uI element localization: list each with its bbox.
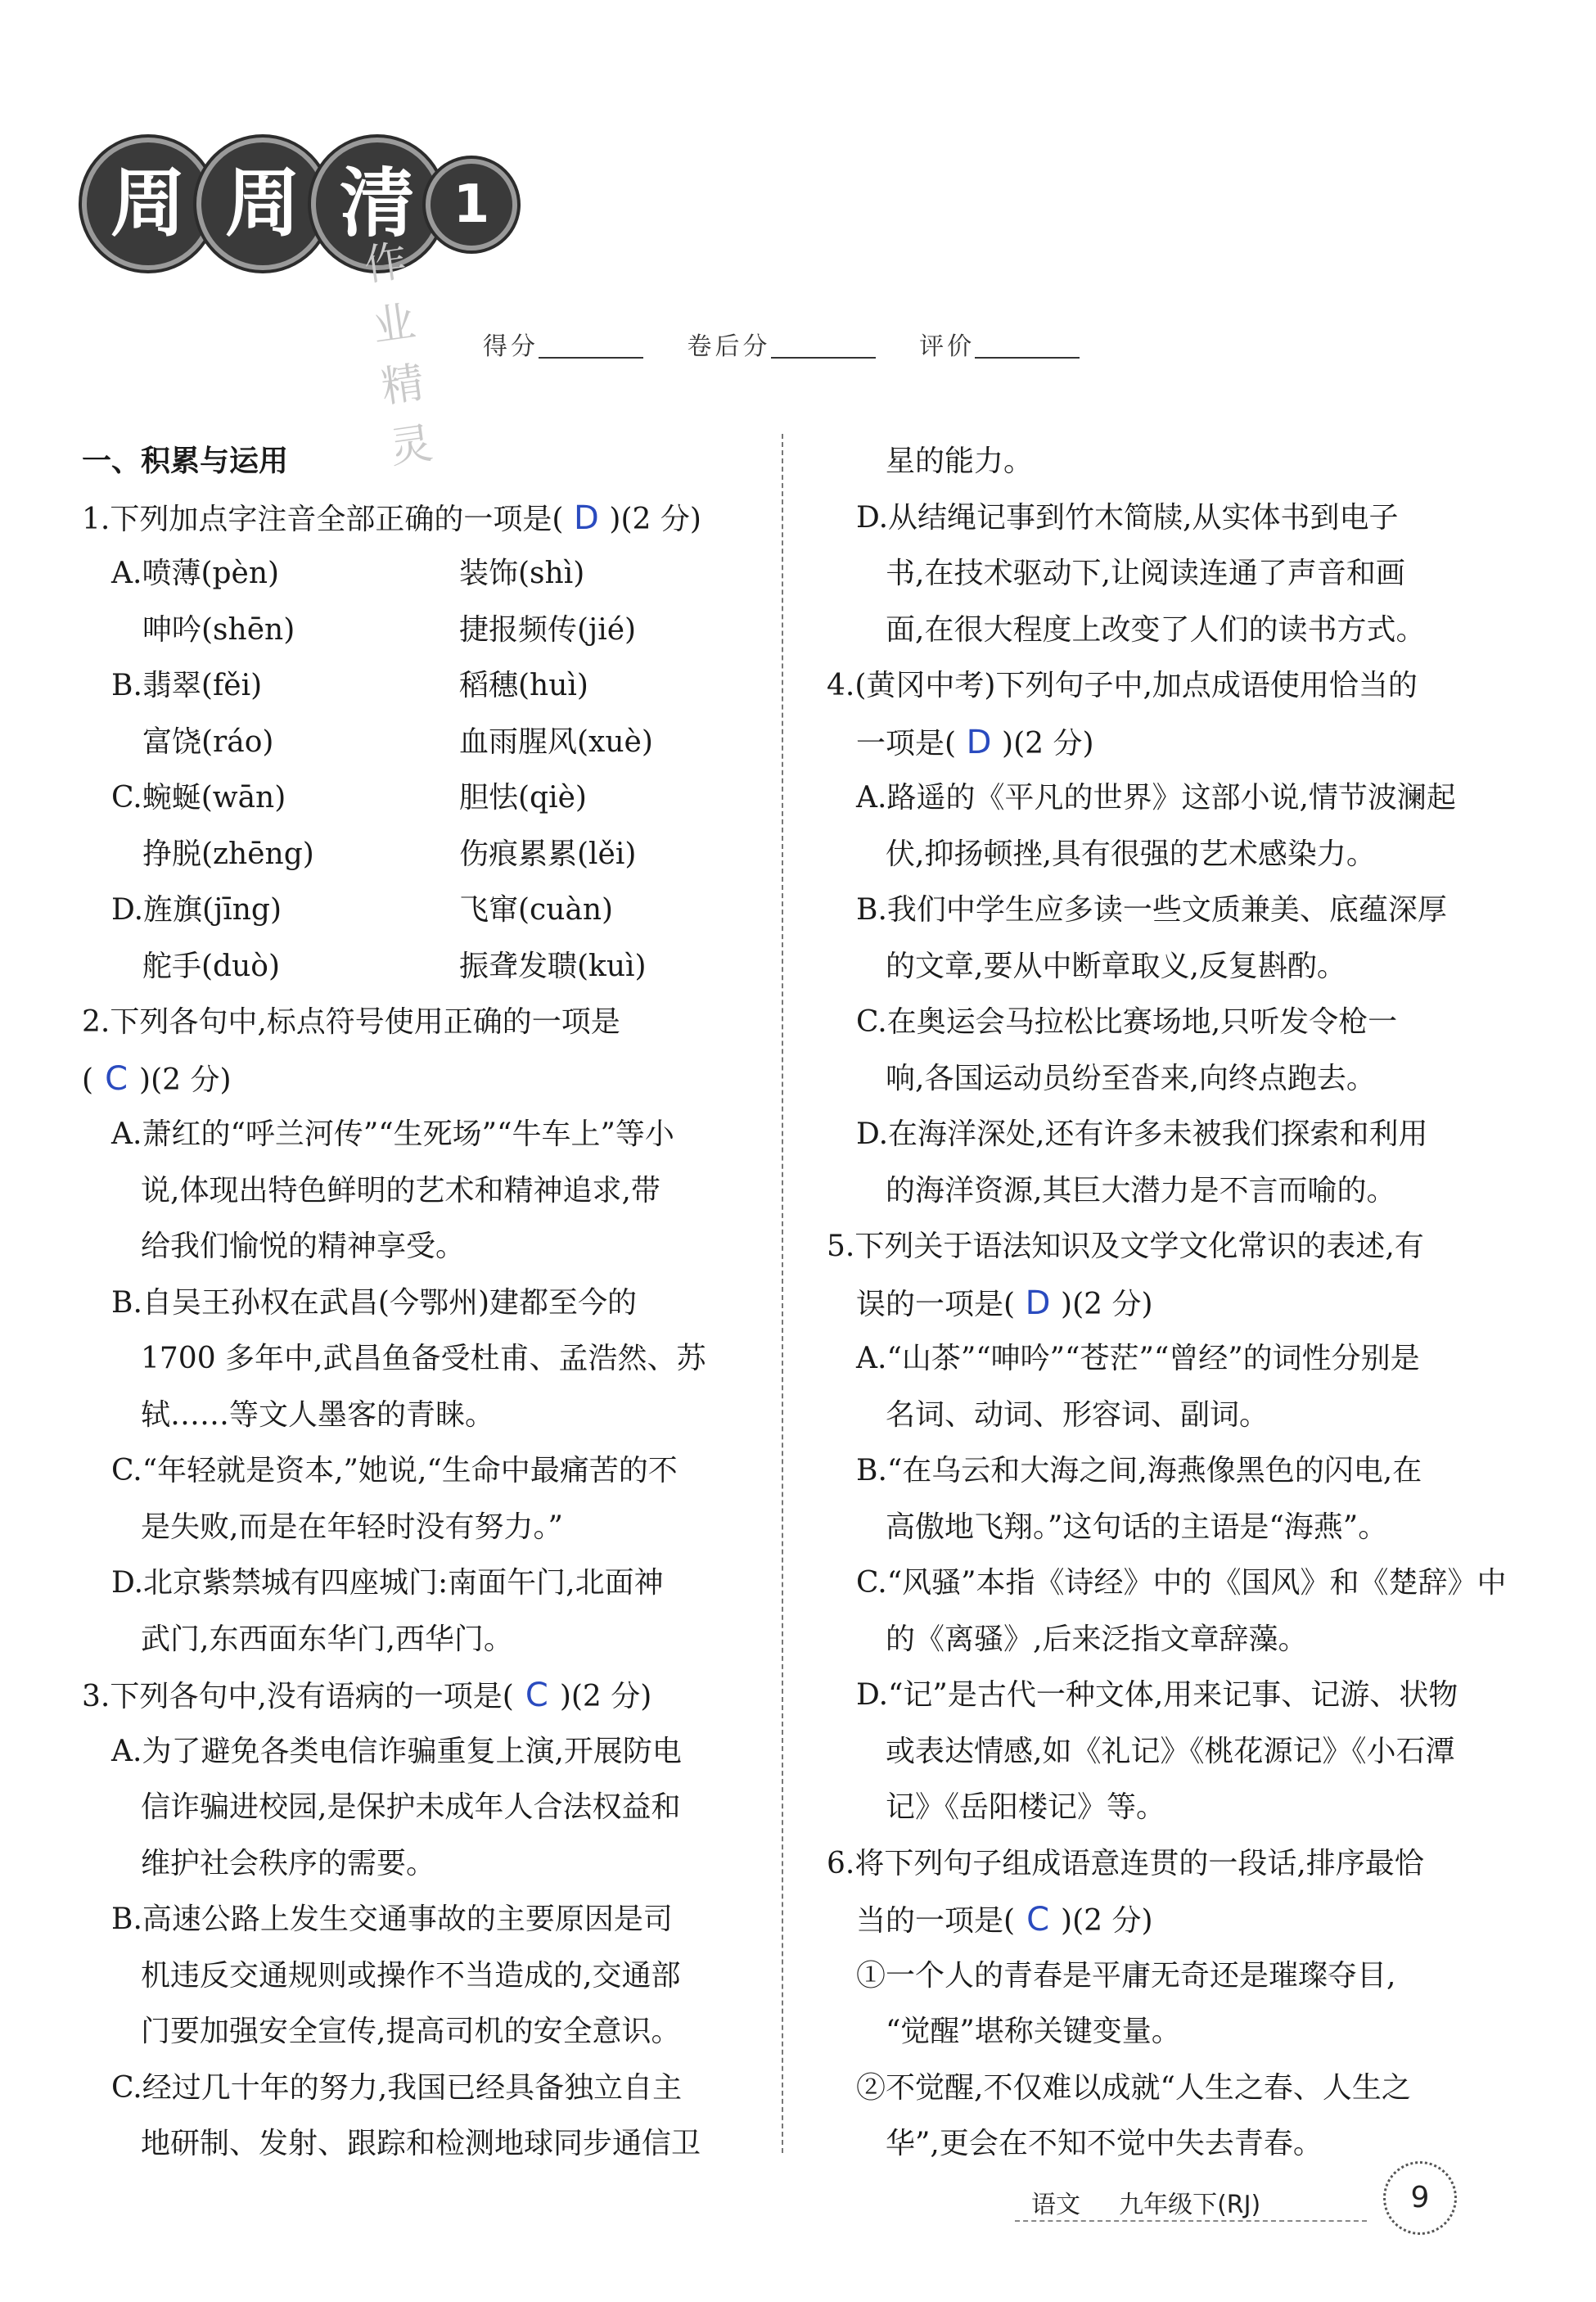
evaluation-label: 评价 <box>919 332 976 361</box>
text-line: 是失败,而是在年轻时没有努力。” <box>141 1510 563 1544</box>
text-line: A.为了避免各类电信诈骗重复上演,开展防电 <box>111 1734 682 1768</box>
text-line: B.自吴王孙权在武昌(今鄂州)建都至今的 <box>111 1285 637 1320</box>
text-line: 门要加强安全宣传,提高司机的安全意识。 <box>141 2015 681 2048</box>
text-line: 星的能力。 <box>886 445 1034 478</box>
text-line: C.经过几十年的努力,我国已经具备独立自主 <box>111 2070 683 2105</box>
answer-q2: C <box>105 1059 128 1098</box>
question-1: 1.下列加点字注音全部正确的一项是( D )(2 分) <box>82 490 753 547</box>
answer-q1: D <box>574 499 599 537</box>
option-row: 舵手(duò) 振聋发聩(kuì) <box>142 949 647 983</box>
question-5: 5.下列关于语法知识及文学文化常识的表述,有 <box>827 1230 1424 1263</box>
question-5-answer: 误的一项是( D )(2 分) <box>827 1275 1498 1332</box>
text-line: D.“记”是古代一种文体,用来记事、记游、状物 <box>856 1678 1458 1712</box>
option-row: 挣脱(zhēng) 伤痕累累(lěi) <box>142 837 637 871</box>
score-blank[interactable] <box>539 337 643 359</box>
option-row: C.蜿蜒(wān) 胆怯(qiè) <box>111 781 587 815</box>
text-line: 地研制、发射、跟踪和检测地球同步通信卫 <box>141 2127 701 2160</box>
option-row: A.喷薄(pèn) 装饰(shì) <box>111 557 585 590</box>
title-char-2: 周 <box>196 138 329 270</box>
text-line: 响,各国运动员纷至沓来,向终点跑去。 <box>886 1061 1376 1095</box>
evaluation-blank[interactable] <box>975 337 1080 359</box>
title-number: 1 <box>426 159 517 251</box>
text-line: B.我们中学生应多读一些文质兼美、底蕴深厚 <box>856 893 1447 927</box>
section-title: 一、积累与运用 <box>82 445 289 478</box>
left-column <box>82 434 753 2173</box>
question-2-answer: ( C )(2 分) <box>82 1051 753 1108</box>
text-line: B.“在乌云和大海之间,海燕像黑色的闪电,在 <box>856 1454 1422 1487</box>
title-char-3: 清 <box>311 138 444 270</box>
footer-subject: 语文 <box>1031 2191 1080 2219</box>
final-score-blank[interactable] <box>771 337 876 359</box>
score-label: 得分 <box>483 332 539 361</box>
question-4-answer: 一项是( D )(2 分) <box>827 715 1498 771</box>
text-line: “觉醒”堪称关键变量。 <box>886 2015 1181 2048</box>
text-line: ②不觉醒,不仅难以成就“人生之春、人生之 <box>856 2070 1411 2105</box>
score-line <box>483 326 1112 362</box>
answer-q4: D <box>966 723 992 761</box>
answer-q6: C <box>1026 1901 1050 1939</box>
text-line: 轼……等文人墨客的青睐。 <box>141 1397 495 1432</box>
text-line: 华”,更会在不知不觉中失去青春。 <box>886 2127 1323 2160</box>
option-row: 富饶(ráo) 血雨腥风(xuè) <box>142 724 653 759</box>
text-line: D.北京紫禁城有四座城门:南面午门,北面神 <box>111 1566 664 1600</box>
text-line: C.“年轻就是资本,”她说,“生命中最痛苦的不 <box>111 1454 678 1487</box>
answer-q5: D <box>1025 1284 1051 1322</box>
text-line: 名词、动词、形容词、副词。 <box>886 1397 1269 1432</box>
question-2: 2.下列各句中,标点符号使用正确的一项是 <box>82 1005 620 1039</box>
text-line: C.“风骚”本指《诗经》中的《国风》和《楚辞》中 <box>856 1566 1507 1600</box>
text-line: 伏,抑扬顿挫,具有很强的艺术感染力。 <box>886 837 1376 871</box>
question-6: 6.将下列句子组成语意连贯的一段话,排序最恰 <box>827 1846 1424 1880</box>
footer-grade: 九年级下(RJ) <box>1119 2191 1261 2219</box>
watermark-logo: 作业精灵 <box>361 236 438 474</box>
text-line: 的文章,要从中断章取义,反复斟酌。 <box>886 949 1346 983</box>
text-line: 维护社会秩序的需要。 <box>141 1846 436 1880</box>
column-divider <box>782 434 783 2153</box>
option-row: D.旌旗(jīng) 飞窜(cuàn) <box>111 893 614 927</box>
text-line: C.在奥运会马拉松比赛场地,只听发令枪一 <box>856 1005 1398 1039</box>
text-line: B.高速公路上发生交通事故的主要原因是司 <box>111 1903 673 1936</box>
text-line: ①一个人的青春是平庸无奇还是璀璨夺目, <box>856 1958 1396 1993</box>
page-number: 9 <box>1383 2161 1457 2235</box>
text-line: 武门,东西面东华门,西华门。 <box>141 1622 513 1656</box>
text-line: 的《离骚》,后来泛指文章辞藻。 <box>886 1622 1308 1656</box>
option-row: 呻吟(shēn) 捷报频传(jié) <box>142 612 637 647</box>
footer-label <box>1031 2184 1260 2220</box>
question-3: 3.下列各句中,没有语病的一项是( C )(2 分) <box>82 1668 753 1724</box>
question-4: 4.(黄冈中考)下列句子中,加点成语使用恰当的 <box>827 669 1418 702</box>
answer-q3: C <box>525 1677 548 1714</box>
text-line: 面,在很大程度上改变了人们的读书方式。 <box>886 612 1426 647</box>
text-line: 1700 多年中,武昌鱼备受杜甫、孟浩然、苏 <box>141 1342 706 1375</box>
text-line: D.在海洋深处,还有许多未被我们探索和利用 <box>856 1117 1428 1151</box>
text-line: A.“山茶”“呻吟”“苍茫”“曾经”的词性分别是 <box>856 1342 1420 1375</box>
text-line: 书,在技术驱动下,让阅读连通了声音和画 <box>886 557 1405 590</box>
text-line: A.萧红的“呼兰河传”“生死场”“牛车上”等小 <box>111 1117 674 1151</box>
option-row: B.翡翠(fěi) 稻穗(huì) <box>111 669 588 702</box>
footer-divider <box>1015 2220 1367 2222</box>
right-column <box>827 434 1507 2173</box>
text-line: 记》《岳阳楼记》等。 <box>886 1790 1166 1824</box>
text-line: 或表达情感,如《礼记》《桃花源记》《小石潭 <box>886 1734 1455 1768</box>
text-line: D.从结绳记事到竹木简牍,从实体书到电子 <box>856 500 1399 535</box>
text-line: A.路遥的《平凡的世界》这部小说,情节波澜起 <box>856 781 1456 815</box>
text-line: 说,体现出特色鲜明的艺术和精神追求,带 <box>141 1173 660 1207</box>
text-line: 机违反交通规则或操作不当造成的,交通部 <box>141 1958 681 1993</box>
text-line: 的海洋资源,其巨大潜力是不言而喻的。 <box>886 1173 1396 1207</box>
question-6-answer: 当的一项是( C )(2 分) <box>827 1892 1498 1948</box>
title-char-1: 周 <box>82 138 214 270</box>
text-line: 给我们愉悦的精神享受。 <box>141 1230 466 1263</box>
text-line: 信诈骗进校园,是保护未成年人合法权益和 <box>141 1790 681 1824</box>
final-score-label: 卷后分 <box>687 332 771 361</box>
text-line: 高傲地飞翔。”这句话的主语是“海燕”。 <box>886 1510 1388 1544</box>
